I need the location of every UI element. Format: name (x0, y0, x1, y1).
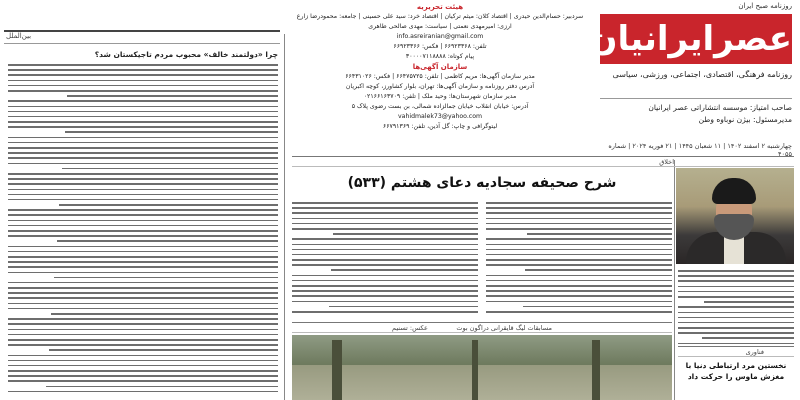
text-line (8, 246, 278, 248)
text-line (8, 142, 278, 144)
text-line (8, 344, 278, 346)
text-line (331, 269, 478, 271)
text-line (8, 297, 278, 299)
text-line (678, 280, 794, 282)
text-line (292, 254, 478, 256)
text-line (8, 74, 278, 76)
column-divider-right (674, 160, 675, 400)
text-line (527, 233, 672, 235)
text-line (486, 249, 672, 251)
text-line (8, 116, 278, 118)
text-line (292, 290, 478, 292)
main-article-headline: شرح صحیفه سجادیه دعای هشتم (۵۳۳) (347, 175, 617, 191)
text-line (292, 212, 478, 214)
text-line (292, 202, 478, 204)
text-line (8, 194, 278, 196)
text-line (8, 329, 278, 331)
right-section-label: فناوری (745, 348, 764, 356)
text-line (486, 259, 672, 261)
lower-photo-caption: مسابقات لیگ قایقرانی دراگون بوت (456, 324, 552, 332)
right-article-headline: نخستین مرد ارتباطی دنیا با مغزش ماوس را حرکت داد (685, 361, 787, 381)
masthead-info (600, 102, 792, 126)
text-line (292, 275, 478, 277)
text-line (292, 259, 478, 261)
masthead (588, 2, 796, 158)
editorial-box (290, 2, 590, 157)
text-line (292, 223, 478, 225)
left-article-headline: چرا «دولتمند خالف» محبوب مردم تاجیکستان شد؟ (94, 50, 278, 59)
text-line (702, 337, 794, 339)
text-line (59, 204, 278, 206)
text-line (8, 64, 278, 66)
text-line (8, 375, 278, 377)
text-line (62, 168, 278, 170)
left-section-bar (4, 30, 280, 44)
author-photo (676, 168, 794, 264)
text-line (292, 311, 478, 313)
text-line (8, 126, 278, 128)
text-line (292, 207, 478, 209)
text-line (678, 327, 794, 329)
lower-photo-credit: عکس: تسنیم (392, 324, 428, 332)
text-line (8, 230, 278, 232)
text-line (292, 301, 478, 303)
middle-section-strip (292, 156, 794, 167)
text-line (8, 365, 278, 367)
text-line (8, 318, 278, 320)
text-line (54, 277, 278, 279)
text-line (8, 189, 278, 191)
text-line (486, 301, 672, 303)
text-line (292, 280, 478, 282)
text-line (8, 292, 278, 294)
text-line (8, 163, 278, 165)
text-line (49, 349, 279, 351)
editorial-email: info.asreiranian@gmail.com (396, 33, 484, 40)
text-line (486, 212, 672, 214)
text-line (523, 306, 672, 308)
newspaper-logo: عصرایرانیان (600, 14, 792, 64)
photo-turban (712, 178, 756, 204)
text-line (486, 295, 672, 297)
text-line (292, 295, 478, 297)
text-line (8, 137, 278, 139)
text-line (8, 360, 278, 362)
text-line (8, 90, 278, 92)
editorial-board-line-1: سردبیر: حسام‌الدین حیدری | اقتصاد کلان: میثم ترکیان | اقتصاد خرد: سید علی حسینی | جامعه: محمودرضا زارع (296, 13, 584, 20)
text-line (525, 269, 672, 271)
masthead-director: مدیرمسئول: بیژن نوباوه وطن (698, 115, 792, 124)
masthead-top-note: روزنامه صبح ایران (738, 2, 792, 10)
text-line (8, 111, 278, 113)
text-line (678, 275, 794, 277)
text-line (292, 285, 478, 287)
text-line (8, 214, 278, 216)
text-line (8, 287, 278, 289)
editorial-sms: پیام کوتاه: ۳۰۰۰۰۷۱۱۸۸۸۸ (405, 53, 475, 60)
text-line (486, 202, 672, 204)
text-line (8, 282, 278, 284)
text-line (51, 313, 278, 315)
text-line (486, 238, 672, 240)
text-line (8, 199, 278, 201)
text-line (678, 306, 794, 308)
masthead-date-line: چهارشنبه ۲ اسفند ۱۴۰۲ | ۱۱ شعبان ۱۴۴۵ | ۲۱ فوریه ۲۰۲۴ | شماره ۴۰۵۵ (608, 142, 792, 158)
column-divider-left (284, 34, 285, 400)
text-line (8, 256, 278, 258)
text-line (678, 291, 794, 293)
middle-section-label: اخلاق (659, 158, 674, 166)
text-line (486, 228, 672, 230)
text-line (333, 233, 478, 235)
text-line (678, 317, 794, 319)
text-line (8, 339, 278, 341)
text-line (65, 131, 278, 133)
text-line (8, 251, 278, 253)
text-line (8, 266, 278, 268)
text-line (486, 223, 672, 225)
text-line (8, 178, 278, 180)
text-line (678, 296, 794, 298)
text-line (8, 100, 278, 102)
ads-title: سازمان آگهی‌ها (412, 63, 468, 71)
text-line (8, 272, 278, 274)
text-line (292, 218, 478, 220)
boat-race-photo (292, 335, 672, 400)
print-info: لیتوگرافی و چاپ: گل آذین، تلفن: ۶۶۷۹۱۳۶۹ (382, 123, 498, 130)
text-line (678, 343, 794, 345)
text-line (329, 306, 478, 308)
text-line (8, 106, 278, 108)
text-line (8, 334, 278, 336)
text-line (8, 235, 278, 237)
text-line (8, 173, 278, 175)
lower-photo-strip (292, 322, 672, 333)
text-line (8, 391, 278, 393)
text-line (486, 311, 672, 313)
text-line (678, 322, 794, 324)
editorial-board-title: هیئت تحریریه (416, 3, 464, 11)
text-line (486, 207, 672, 209)
text-line (292, 244, 478, 246)
text-line (8, 85, 278, 87)
text-line (678, 312, 794, 314)
photo-tree (472, 340, 478, 400)
masthead-tagline: روزنامه فرهنگی، اقتصادی، اجتماعی، ورزشی، سیاسی (612, 70, 792, 79)
ads-email: vahidmalek73@yahoo.com (397, 113, 483, 120)
text-line (678, 270, 794, 272)
text-line (57, 240, 278, 242)
ads-line-3: مدیر سازمان شهرستان‌ها: وحید ملک | تلفن: ۰۲۱۶۶۱۶۳۷۰۹ (363, 93, 517, 100)
photo-tree (592, 340, 600, 400)
text-line (8, 69, 278, 71)
text-line (67, 95, 278, 97)
text-line (292, 264, 478, 266)
text-line (8, 157, 278, 159)
text-line (8, 80, 278, 82)
text-line (486, 244, 672, 246)
text-line (8, 355, 278, 357)
text-line (486, 254, 672, 256)
editorial-phone: تلفن: ۶۶۹۲۳۳۶۸ | فکس: ۶۶۹۲۳۳۶۶ (393, 43, 487, 50)
text-line (292, 249, 478, 251)
text-line (8, 147, 278, 149)
text-line (486, 285, 672, 287)
ads-line-4: آدرس: خیابان انقلاب خیابان جمالزاده شمالی، بن بست رضوی پلاک ۵ (351, 103, 529, 110)
text-line (486, 264, 672, 266)
text-line (678, 286, 794, 288)
photo-tree (332, 340, 342, 400)
text-line (292, 238, 478, 240)
main-article-body-left (292, 202, 478, 316)
text-line (8, 261, 278, 263)
text-line (486, 280, 672, 282)
text-line (678, 332, 794, 334)
ads-line-2: آدرس دفتر روزنامه و سازمان آگهی‌ها: تهران، بلوار کشاورز، کوچه اکبریان (345, 83, 535, 90)
masthead-divider (600, 98, 792, 99)
text-line (46, 386, 278, 388)
ads-line-1: مدیر سازمان آگهی‌ها: مریم کاظمی | تلفن: ۶۶۴۷۵۷۲۵ | فکس: ۶۶۴۳۱۰۲۶ (345, 73, 535, 80)
text-line (8, 308, 278, 310)
text-line (8, 183, 278, 185)
editorial-board-line-2: ارزی: امیرمهدی نعمتی | سیاست: مهدی صالحی طاهری (368, 23, 512, 30)
main-article-body-right (486, 202, 672, 316)
text-line (8, 380, 278, 382)
right-article-body (678, 270, 794, 348)
text-line (292, 228, 478, 230)
photo-ridge (292, 365, 672, 400)
text-line (486, 218, 672, 220)
left-article-body (8, 64, 278, 396)
text-line (486, 275, 672, 277)
text-line (486, 290, 672, 292)
text-line (8, 303, 278, 305)
text-line (704, 301, 794, 303)
text-line (8, 209, 278, 211)
right-section-strip (678, 346, 794, 357)
left-section-label: بین‌الملل (6, 32, 32, 40)
text-line (8, 220, 278, 222)
masthead-license: صاحب امتیاز: موسسه انتشاراتی عصر ایرانیان (648, 103, 792, 112)
text-line (8, 370, 278, 372)
text-line (8, 152, 278, 154)
text-line (8, 323, 278, 325)
text-line (8, 121, 278, 123)
text-line (8, 225, 278, 227)
